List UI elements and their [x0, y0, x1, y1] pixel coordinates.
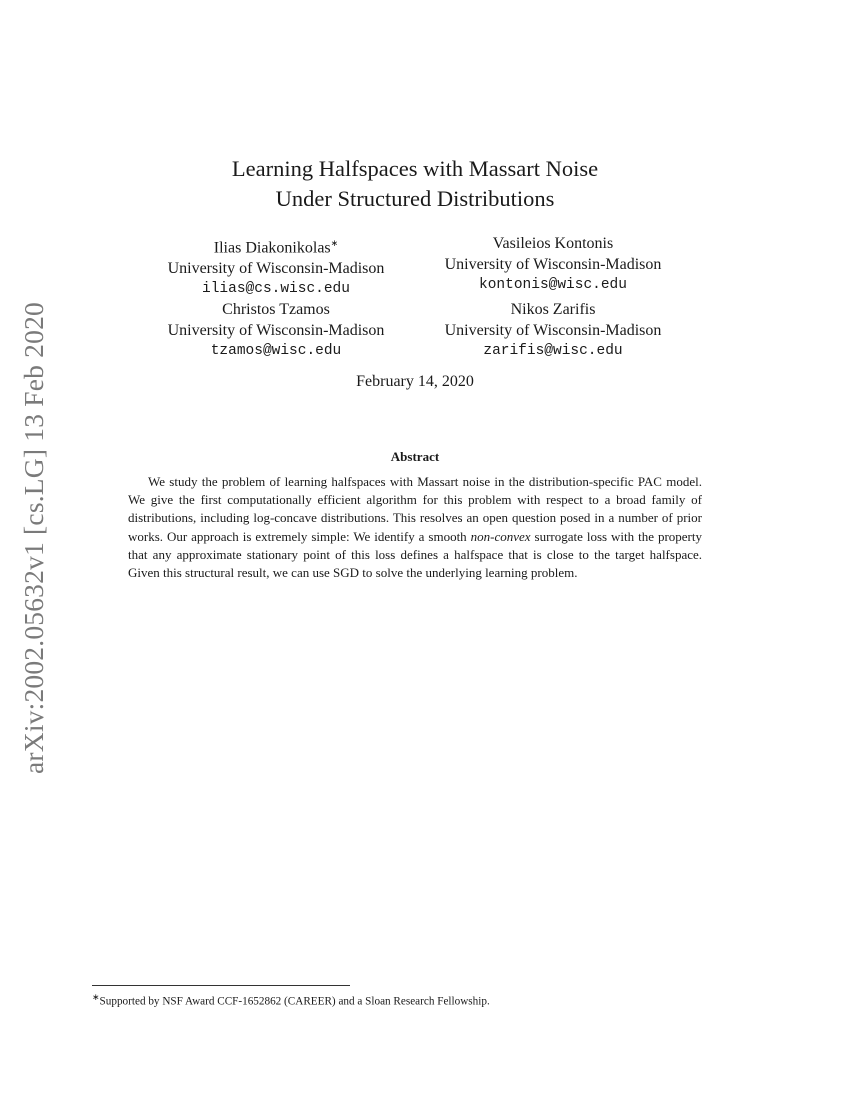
author-email: ilias@cs.wisc.edu — [202, 281, 350, 298]
arxiv-identifier-stamp — [14, 296, 54, 780]
abstract-heading: Abstract — [390, 449, 440, 464]
author-kontonis — [413, 233, 693, 296]
author-email: zarifis@wisc.edu — [483, 343, 623, 359]
arxiv-identifier-text: arXiv:2002.05632v1 [cs.LG] 13 Feb 2020 — [18, 302, 49, 774]
footnote-divider — [92, 985, 350, 986]
paper-title — [0, 154, 830, 214]
author-name: Vasileios Kontonis — [492, 235, 614, 252]
abstract-text-part-1: We study the problem of learning halfspaces with Massart noise in the distribution-specific PAC model. We give the first computationally efficient algorithm for this problem with respect to a broad family of distributions, including log-concave distributions. This resolves an open question posed in a number of prior works. Our approach is extremely simple: We identify a smooth — [128, 474, 702, 544]
footnote — [92, 990, 772, 1009]
abstract-body — [128, 473, 702, 582]
publication-date: February 14, 2020 — [356, 373, 474, 390]
title-line-2: Under Structured Distributions — [275, 186, 555, 211]
footnote-text: Supported by NSF Award CCF-1652862 (CAREER) and a Sloan Research Fellowship. — [99, 995, 490, 1008]
author-tzamos — [136, 299, 416, 362]
author-email: kontonis@wisc.edu — [479, 277, 627, 293]
author-diakonikolas — [136, 233, 416, 300]
author-name: Ilias Diakonikolas — [213, 239, 331, 257]
abstract-text-part-2: surrogate loss with the property that any approximate stationary point of this loss defines a halfspace that is close to the target halfspace. Given this structural result, we can use SGD to solve the underlying learning problem. — [128, 528, 702, 581]
footnote-mark: ∗ — [92, 992, 100, 1002]
author-email: tzamos@wisc.edu — [210, 343, 342, 359]
author-footnote-mark: ∗ — [330, 238, 339, 248]
author-name: Christos Tzamos — [222, 301, 330, 318]
author-affiliation: University of Wisconsin-Madison — [444, 256, 662, 273]
abstract-emphasis: non-convex — [470, 528, 531, 544]
author-affiliation: University of Wisconsin-Madison — [444, 322, 662, 339]
title-line-1: Learning Halfspaces with Massart Noise — [231, 156, 599, 181]
author-affiliation: University of Wisconsin-Madison — [167, 260, 385, 278]
author-name: Nikos Zarifis — [510, 301, 596, 318]
author-affiliation: University of Wisconsin-Madison — [167, 322, 385, 339]
author-zarifis — [413, 299, 693, 362]
author-name-line — [136, 233, 416, 258]
